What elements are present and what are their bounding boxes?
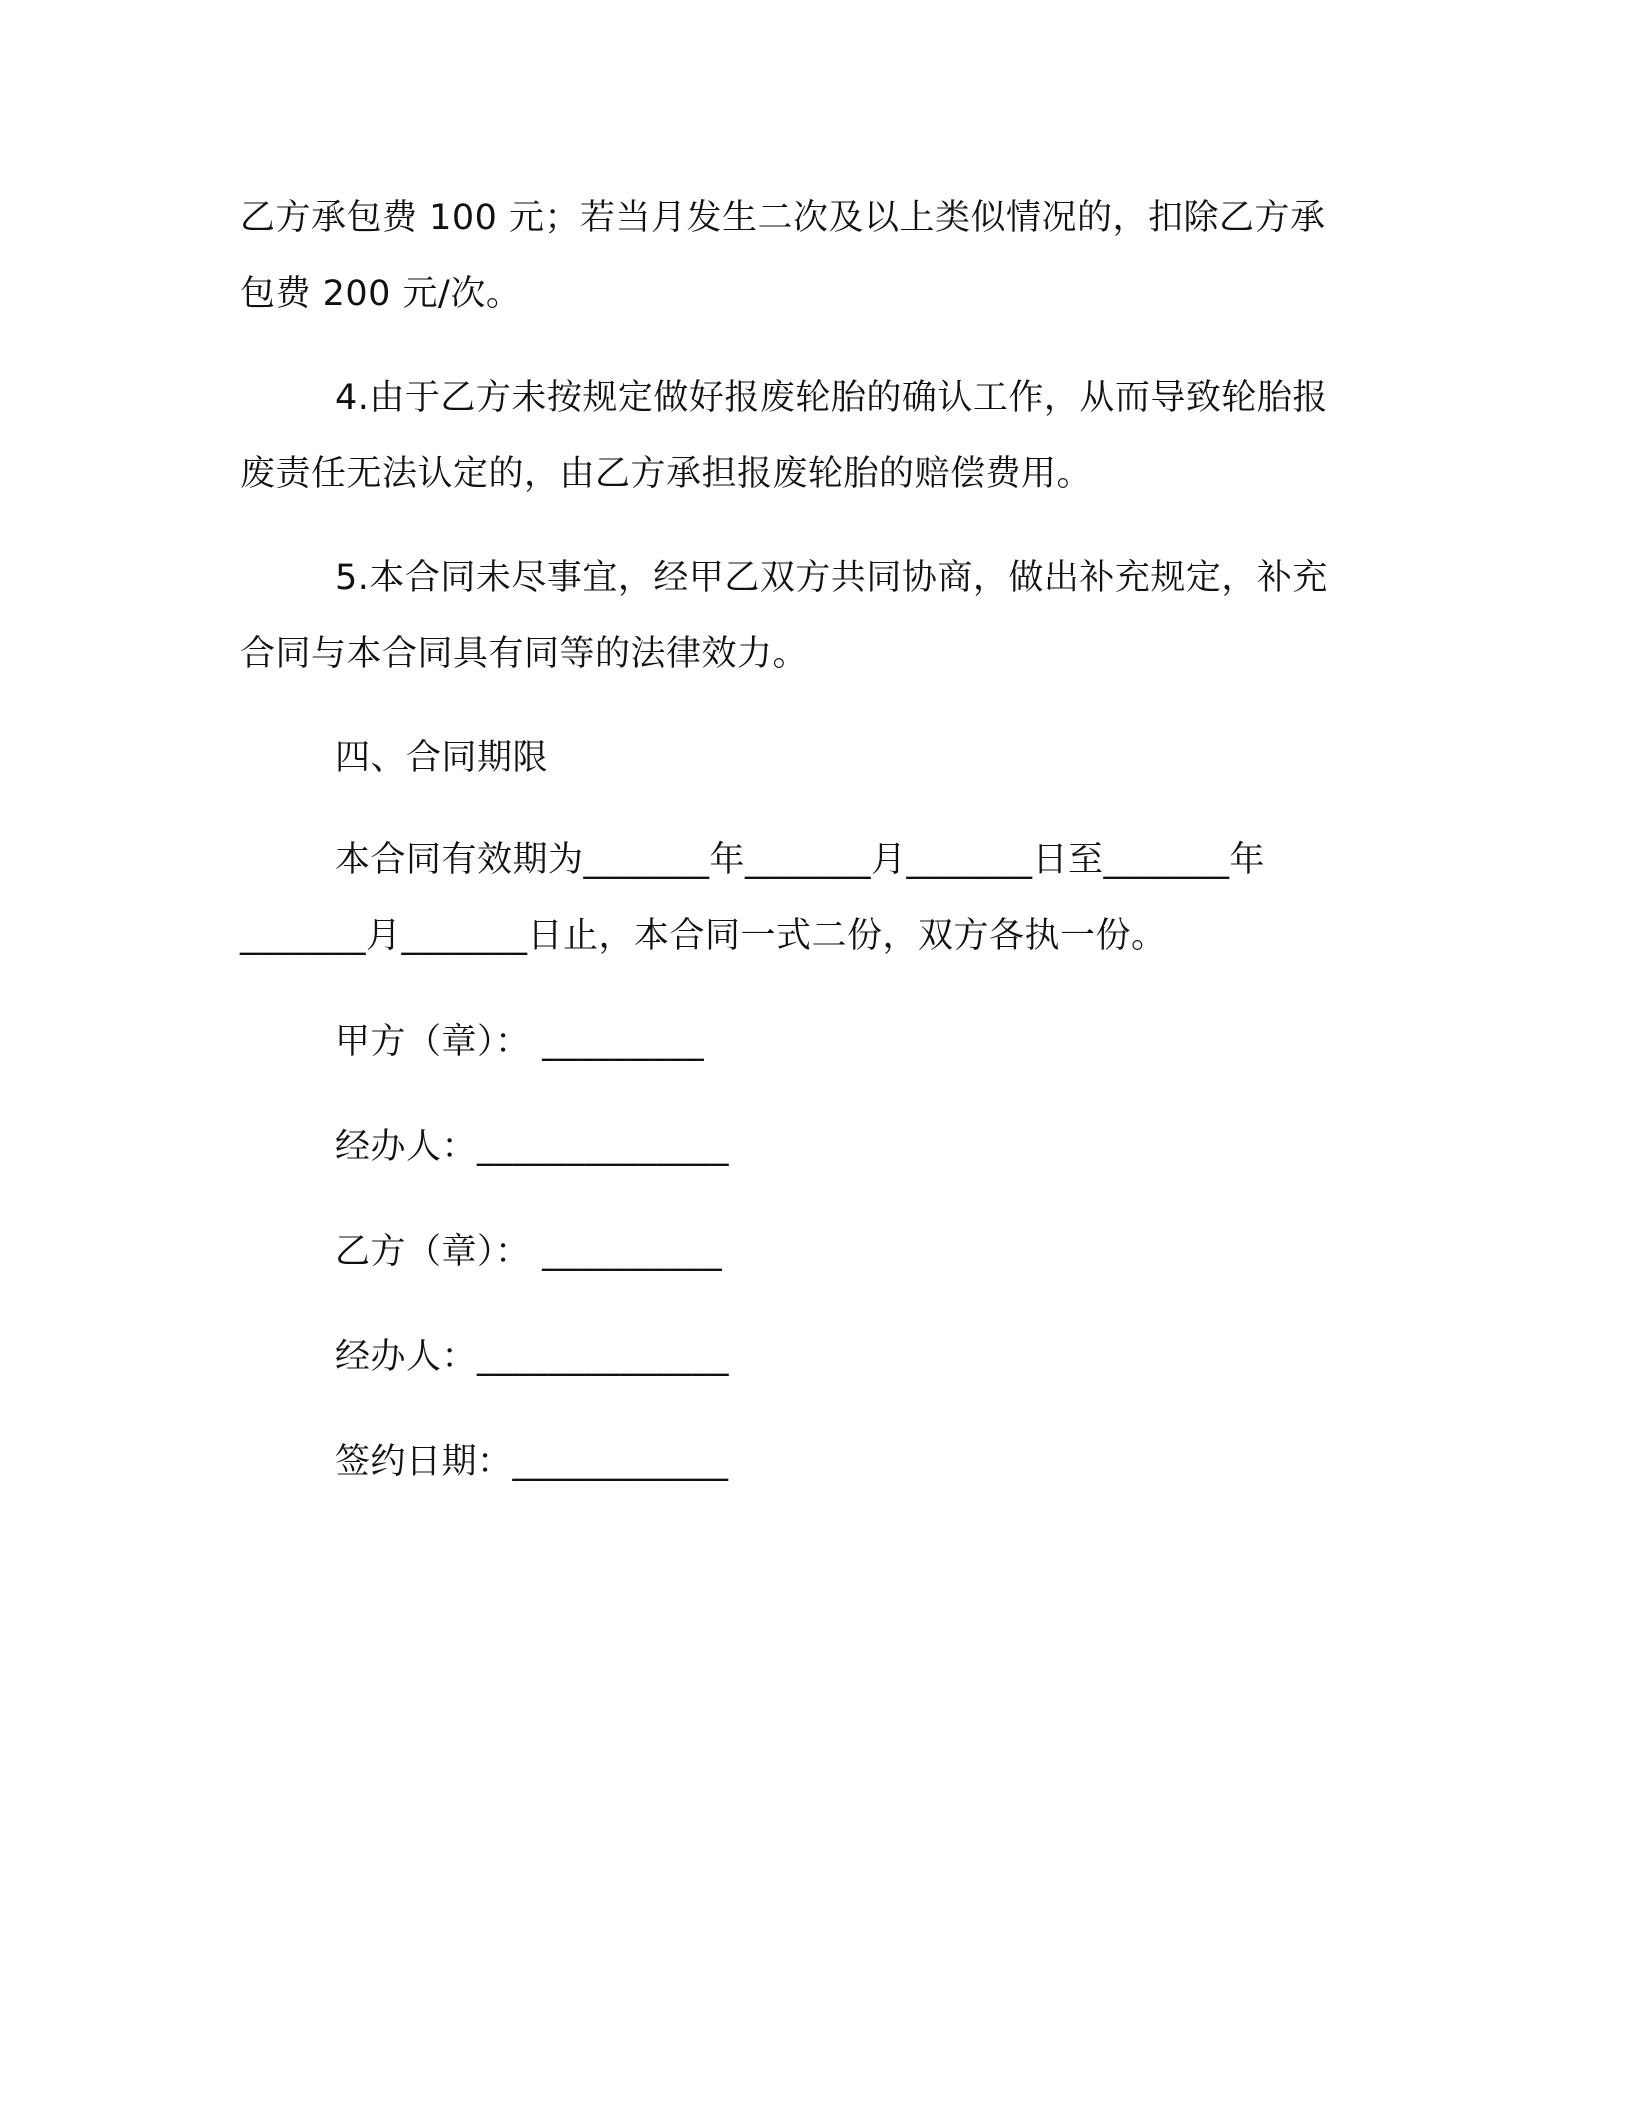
party-a-agent-field: 经办人：______________	[335, 1127, 730, 1167]
paragraph-line: _______月_______日止，本合同一式二份，双方各执一份。	[240, 916, 1167, 956]
party-b-agent-field: 经办人：______________	[335, 1337, 730, 1377]
party-a-seal-field: 甲方（章）： _________	[335, 1022, 705, 1062]
paragraph-line: 乙方承包费 100 元；若当月发生二次及以上类似情况的，扣除乙方承	[240, 198, 1326, 238]
party-b-seal-field: 乙方（章）： __________	[335, 1232, 723, 1272]
contract-term	[240, 822, 1370, 974]
section-4-heading: 四、合同期限	[335, 738, 549, 778]
paragraph-line: 合同与本合同具有同等的法律效力。	[240, 634, 809, 674]
sign-date-field: 签约日期：____________	[335, 1442, 729, 1482]
paragraph-line: 4.由于乙方未按规定做好报废轮胎的确认工作，从而导致轮胎报	[335, 378, 1328, 418]
section-heading	[240, 720, 1370, 796]
clause-4	[240, 360, 1370, 512]
paragraph-line: 5.本合同未尽事宜，经甲乙双方共同协商，做出补充规定，补充	[335, 558, 1328, 598]
paragraph-line: 废责任无法认定的，由乙方承担报废轮胎的赔偿费用。	[240, 454, 1093, 494]
paragraph-line: 包费 200 元/次。	[240, 274, 522, 314]
clause-5	[240, 540, 1370, 692]
paragraph-continuation	[240, 180, 1370, 332]
paragraph-line: 本合同有效期为_______年_______月_______日至_______年	[335, 840, 1266, 880]
